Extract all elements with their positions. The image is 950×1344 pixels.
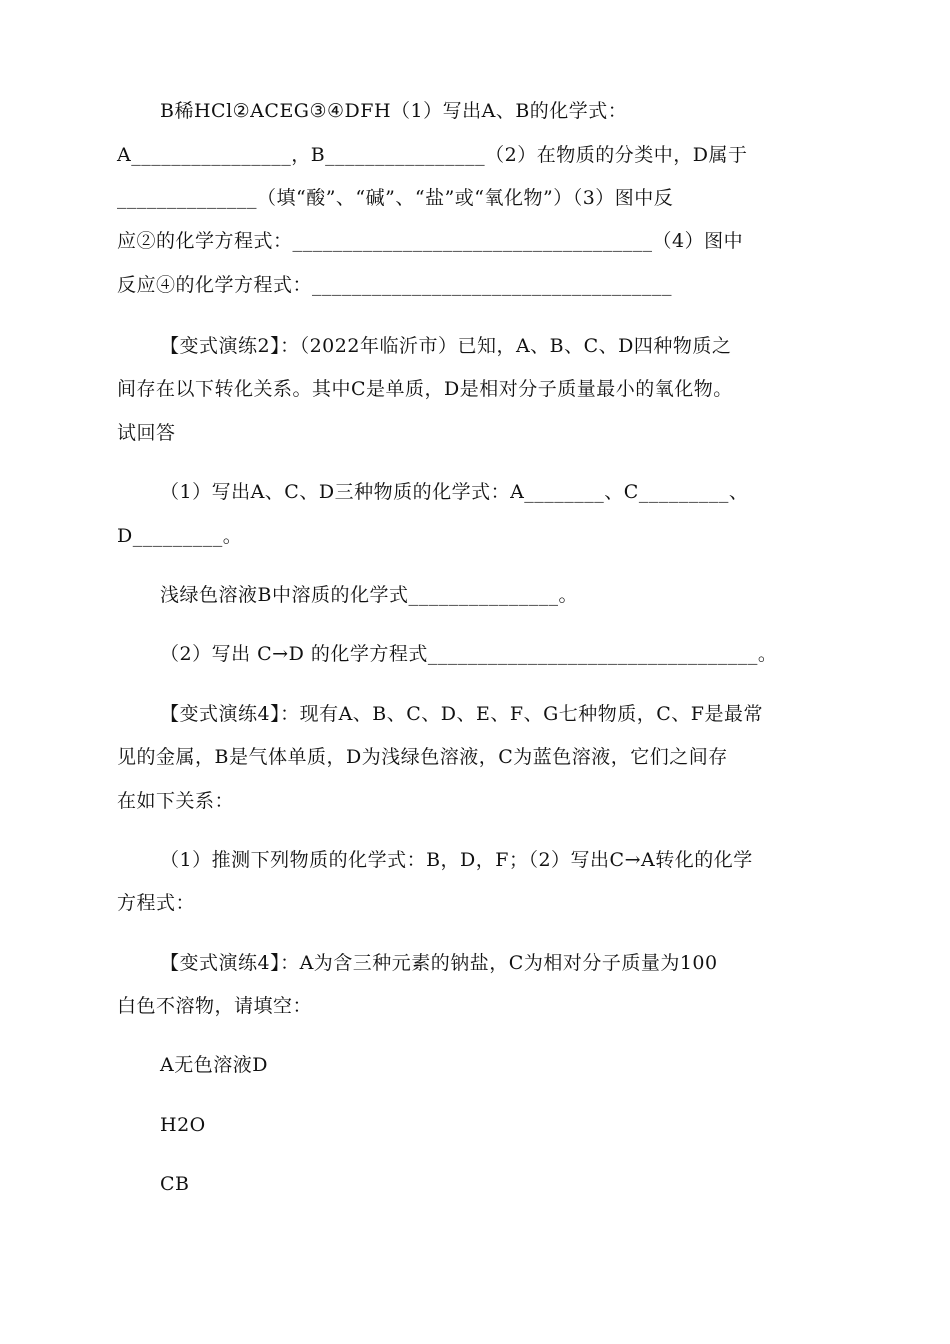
text-line: 浅绿色溶液B中溶质的化学式_______________。 (160, 584, 578, 606)
diagram-label: A无色溶液D (160, 1054, 268, 1076)
text-line: 反应④的化学方程式：____________________________________ (117, 274, 673, 296)
text-line: 见的金属，B是气体单质，D为浅绿色溶液，C为蓝色溶液，它们之间存 (117, 746, 728, 768)
text-line: 方程式： (117, 892, 196, 914)
diagram-label: CB (160, 1173, 190, 1195)
text-line: B稀HCl②ACEG③④DFH（1）写出A、B的化学式： (160, 100, 628, 122)
exercise-heading-4a: 【变式演练4】：现有A、B、C、D、E、F、G七种物质，C、F是最常 (160, 703, 763, 725)
text-line: 应②的化学方程式：____________________________________（4）图中 (117, 230, 744, 252)
text-line: A________________，B________________（2）在物质的分类中，D属于 (117, 144, 748, 166)
text-line: （1）推测下列物质的化学式：B，D，F；（2）写出C→A转化的化学 (160, 849, 753, 871)
text-line: 间存在以下转化关系。其中C是单质，D是相对分子质量最小的氧化物。 (117, 378, 733, 400)
text-line: 白色不溶物，请填空： (117, 995, 313, 1017)
diagram-label: H2O (160, 1114, 206, 1136)
text-line: 在如下关系： (117, 790, 235, 812)
text-line: ______________（填“酸”、“碱”、“盐”或“氧化物”）（3）图中反 (117, 187, 674, 209)
text-line: （2）写出 C→D 的化学方程式_________________________________。 (160, 643, 778, 665)
exercise-heading-4b: 【变式演练4】：A为含三种元素的钠盐，C为相对分子质量为100 (160, 952, 718, 974)
text-line: （1）写出A、C、D三种物质的化学式：A________、C_________、 (160, 481, 749, 503)
exercise-heading-2: 【变式演练2】：（2022年临沂市）已知，A、B、C、D四种物质之 (160, 335, 732, 357)
text-line: D_________。 (117, 525, 243, 547)
text-line: 试回答 (117, 422, 176, 444)
